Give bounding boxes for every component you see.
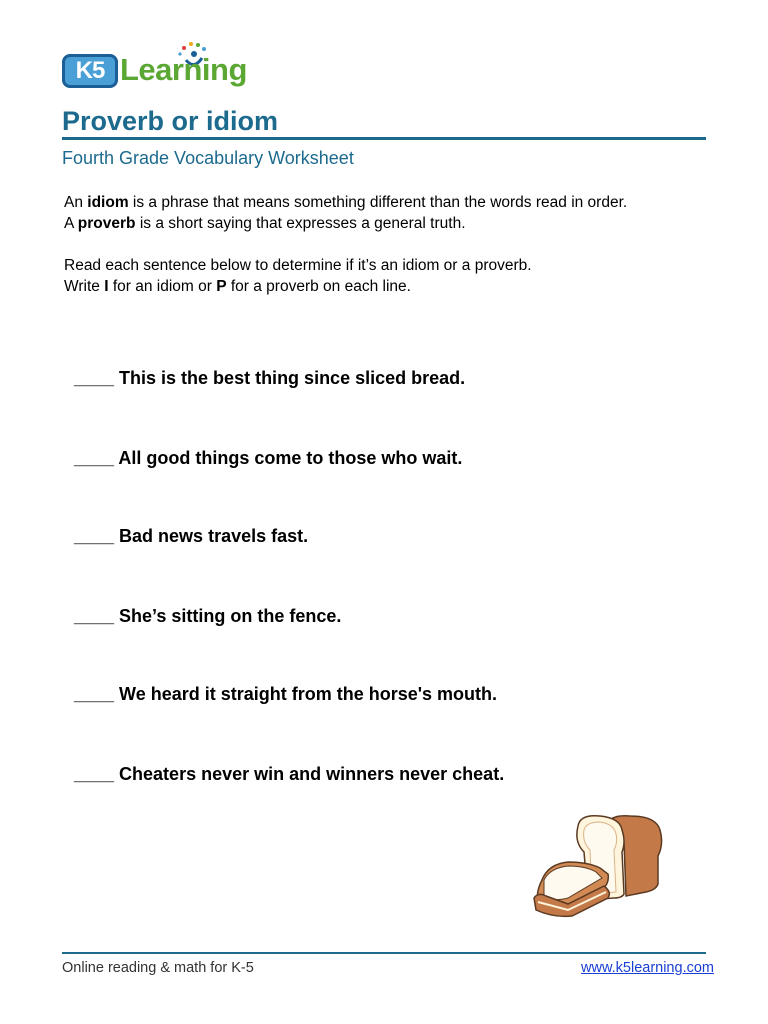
question-6: ____ Cheaters never win and winners never cheat.: [74, 764, 505, 784]
question-2: ____ All good things come to those who wait.: [74, 448, 463, 468]
logo-wordmark: Learning: [120, 52, 247, 87]
page-title: Proverb or idiom: [62, 106, 279, 136]
question-1: ____ This is the best thing since sliced bread.: [74, 368, 466, 388]
instructions: [64, 192, 724, 297]
k5-learning-logo: [60, 40, 250, 94]
proverb-definition: A proverb is a short saying that expresses a general truth.: [64, 215, 466, 232]
task-instruction: Read each sentence below to determine if it’s an idiom or a proverb.: [64, 257, 532, 274]
footer-divider: [62, 952, 706, 954]
footer-website-link[interactable]: www.k5learning.com: [581, 960, 714, 976]
question-3: ____ Bad news travels fast.: [74, 526, 309, 546]
footer-tagline: Online reading & math for K-5: [62, 960, 254, 976]
page-subtitle: Fourth Grade Vocabulary Worksheet: [62, 148, 354, 168]
title-divider: [62, 137, 706, 140]
idiom-definition: An idiom is a phrase that means something different than the words read in order.: [64, 194, 628, 211]
sliced-bread-icon: [528, 812, 668, 920]
logo-k5-badge: K5: [62, 54, 118, 88]
answer-instruction: Write I for an idiom or P for a proverb on each line.: [64, 278, 411, 295]
question-4: ____ She’s sitting on the fence.: [74, 606, 342, 626]
question-5: ____ We heard it straight from the horse's mouth.: [74, 684, 498, 704]
